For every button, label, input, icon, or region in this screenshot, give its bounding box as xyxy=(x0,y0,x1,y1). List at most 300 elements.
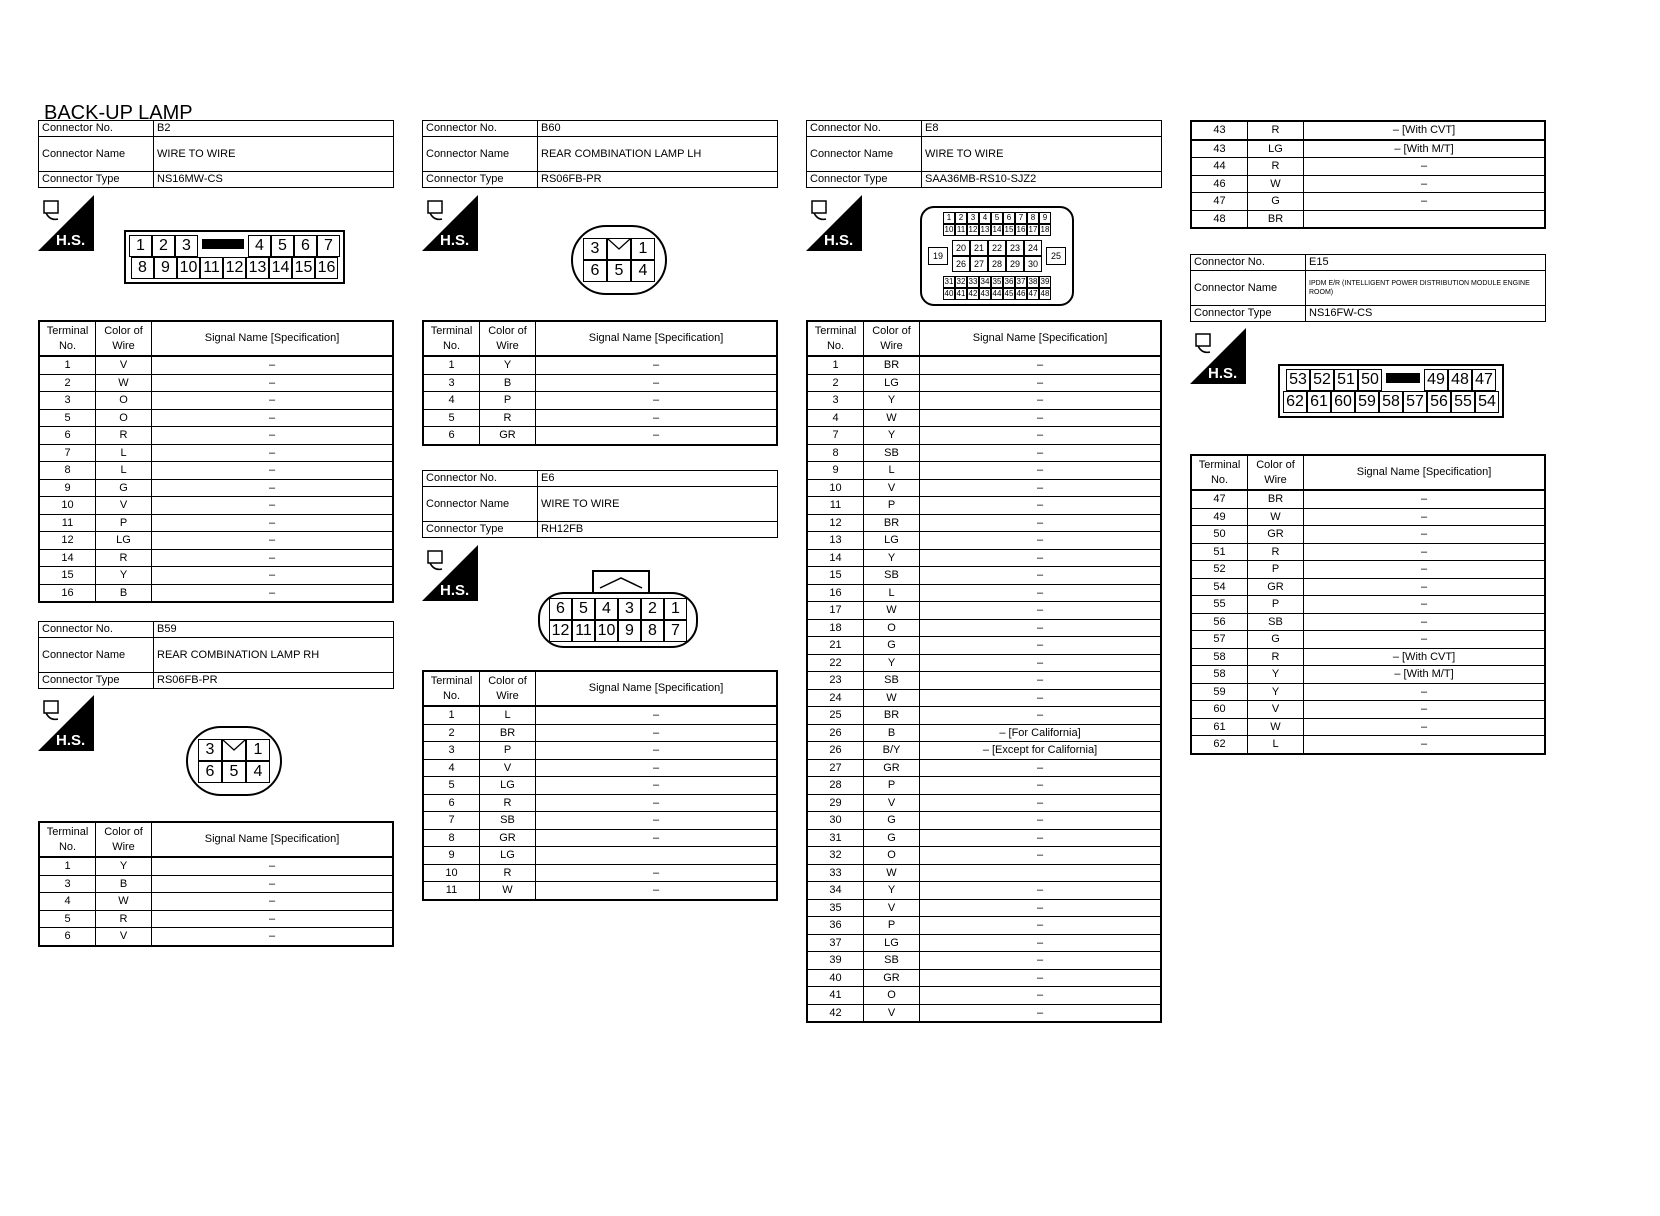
connector-pin: 62 xyxy=(1283,391,1307,413)
terminal-no-cell: 17 xyxy=(807,602,864,620)
signal-name-cell: – xyxy=(920,934,1162,952)
connector-pin: 27 xyxy=(970,256,988,272)
connector-pin: 11 xyxy=(200,257,223,279)
terminal-no-cell: 2 xyxy=(807,374,864,392)
wire-color-cell: L xyxy=(480,706,536,724)
signal-name-cell: – xyxy=(920,794,1162,812)
color-of-wire-header: Color of Wire xyxy=(96,321,152,356)
wire-color-cell: V xyxy=(864,479,920,497)
table-row xyxy=(1191,140,1545,158)
connector-type-label: Connector Type xyxy=(423,172,538,188)
connector-pin: 56 xyxy=(1427,391,1451,413)
signal-name-cell: – xyxy=(920,532,1162,550)
table-row xyxy=(39,479,393,497)
connector-latch xyxy=(607,238,631,260)
wire-color-cell: B xyxy=(864,724,920,742)
signal-name-cell: – xyxy=(152,893,394,911)
connector-e8-signal-table xyxy=(806,320,1162,1023)
terminal-no-cell: 51 xyxy=(1191,543,1248,561)
wire-color-cell: L xyxy=(96,462,152,480)
signal-name-cell: – xyxy=(920,567,1162,585)
color-of-wire-header: Color of Wire xyxy=(480,321,536,356)
connector-pin: 31 xyxy=(944,277,954,286)
wire-color-cell: V xyxy=(1248,701,1304,719)
wire-color-cell: L xyxy=(96,444,152,462)
wire-color-cell: BR xyxy=(1248,490,1304,508)
table-row xyxy=(807,514,1161,532)
connector-pin: 13 xyxy=(980,225,990,234)
signal-name-cell: – xyxy=(1304,561,1546,579)
terminal-no-cell: 52 xyxy=(1191,561,1248,579)
signal-name-cell: – xyxy=(920,899,1162,917)
signal-name-cell: – xyxy=(1304,596,1546,614)
wire-color-cell: V xyxy=(96,497,152,515)
wire-color-cell: W xyxy=(1248,175,1304,193)
table-row xyxy=(423,829,777,847)
connector-name-label: Connector Name xyxy=(423,487,538,522)
signal-name-cell: – xyxy=(920,409,1162,427)
wire-color-cell: R xyxy=(1248,648,1304,666)
harness-side-label: H.S. xyxy=(56,732,86,749)
wire-color-cell: Y xyxy=(96,857,152,875)
wire-color-cell: V xyxy=(864,1004,920,1022)
terminal-no-cell: 6 xyxy=(39,928,96,946)
signal-name-cell: – xyxy=(536,812,778,830)
signal-name-cell: – xyxy=(152,374,394,392)
connector-pin: 33 xyxy=(968,277,978,286)
table-row xyxy=(423,794,777,812)
wire-color-cell: O xyxy=(864,619,920,637)
connector-pin: 54 xyxy=(1475,391,1499,413)
table-row xyxy=(423,392,777,410)
connector-pin: 5 xyxy=(991,212,1003,224)
connector-pin: 12 xyxy=(223,257,246,279)
table-row xyxy=(1191,613,1545,631)
signal-name-cell: – xyxy=(536,724,778,742)
terminal-no-cell: 10 xyxy=(423,864,480,882)
terminal-no-cell: 48 xyxy=(1191,210,1248,228)
connector-b60-block xyxy=(422,120,778,188)
table-row xyxy=(1191,543,1545,561)
terminal-no-cell: 27 xyxy=(807,759,864,777)
connector-pin: 10 xyxy=(595,620,618,642)
terminal-no-cell: 13 xyxy=(807,532,864,550)
signal-name-cell: – xyxy=(920,672,1162,690)
color-of-wire-header: Color of Wire xyxy=(480,671,536,706)
terminal-no-cell: 6 xyxy=(423,427,480,445)
terminal-no-cell: 57 xyxy=(1191,631,1248,649)
wire-color-cell: G xyxy=(1248,631,1304,649)
connector-name-value: REAR COMBINATION LAMP LH xyxy=(538,137,778,172)
signal-name-cell: – [With M/T] xyxy=(1304,666,1546,684)
wire-color-cell: P xyxy=(480,392,536,410)
terminal-no-cell: 16 xyxy=(807,584,864,602)
signal-name-cell: – xyxy=(920,356,1162,374)
wire-color-cell: Y xyxy=(864,549,920,567)
signal-name-cell: – xyxy=(1304,631,1546,649)
signal-name-cell: – xyxy=(536,409,778,427)
wire-color-cell: BR xyxy=(864,356,920,374)
table-row xyxy=(423,742,777,760)
terminal-no-cell: 6 xyxy=(39,427,96,445)
connector-pin: 23 xyxy=(1006,240,1024,256)
connector-pin: 12 xyxy=(549,620,572,642)
connector-pin: 5 xyxy=(572,598,595,620)
terminal-no-cell: 30 xyxy=(807,812,864,830)
connector-pin: 8 xyxy=(1027,212,1039,224)
table-row xyxy=(807,987,1161,1005)
connector-name-label: Connector Name xyxy=(1191,271,1306,306)
signal-name-cell: – xyxy=(536,864,778,882)
table-row xyxy=(807,462,1161,480)
signal-name-cell: – xyxy=(1304,526,1546,544)
wire-color-cell: R xyxy=(96,427,152,445)
table-row xyxy=(807,567,1161,585)
table-row xyxy=(39,356,393,374)
table-row xyxy=(1191,666,1545,684)
wire-color-cell: Y xyxy=(864,654,920,672)
connector-e15-face xyxy=(1278,364,1504,418)
table-row xyxy=(807,584,1161,602)
connector-no-label: Connector No. xyxy=(39,622,154,638)
harness-side-icon xyxy=(38,695,94,751)
harness-side-label: H.S. xyxy=(824,232,854,249)
wire-color-cell: W xyxy=(480,882,536,900)
terminal-no-header: Terminal No. xyxy=(1191,455,1248,490)
connector-pin: 48 xyxy=(1448,369,1472,391)
connector-e8-continued-wrap xyxy=(1190,120,1546,229)
connector-b59-block xyxy=(38,621,394,689)
table-row xyxy=(807,1004,1161,1022)
terminal-no-cell: 1 xyxy=(807,356,864,374)
wire-color-cell: O xyxy=(96,409,152,427)
table-row xyxy=(807,356,1161,374)
table-row xyxy=(1191,718,1545,736)
terminal-no-cell: 59 xyxy=(1191,683,1248,701)
signal-name-header: Signal Name [Specification] xyxy=(536,321,778,356)
signal-name-cell: – xyxy=(152,567,394,585)
wire-color-cell: R xyxy=(480,794,536,812)
connector-pin: 2 xyxy=(152,235,175,257)
signal-name-header: Signal Name [Specification] xyxy=(152,822,394,857)
connector-pin: 21 xyxy=(970,240,988,256)
signal-name-cell: – xyxy=(920,462,1162,480)
wire-color-cell: W xyxy=(96,374,152,392)
signal-name-cell: – xyxy=(536,356,778,374)
signal-name-cell: – xyxy=(1304,736,1546,754)
terminal-no-cell: 14 xyxy=(807,549,864,567)
harness-side-icon xyxy=(1190,328,1246,384)
connector-b60-signal-table xyxy=(422,320,778,446)
table-row xyxy=(1191,683,1545,701)
connector-pin: 10 xyxy=(177,257,200,279)
signal-name-cell: – xyxy=(920,707,1162,725)
wire-color-cell: R xyxy=(480,409,536,427)
connector-pin: 41 xyxy=(956,289,966,298)
connector-b59-info xyxy=(38,621,394,689)
connector-pin: 1 xyxy=(664,598,687,620)
connector-pin: 1 xyxy=(631,238,655,260)
wire-color-cell: R xyxy=(96,549,152,567)
connector-b60-face xyxy=(571,225,667,295)
signal-name-cell: – xyxy=(536,392,778,410)
wire-color-cell: W xyxy=(1248,508,1304,526)
terminal-no-cell: 3 xyxy=(423,374,480,392)
harness-side-label: H.S. xyxy=(56,232,86,249)
wire-color-cell: O xyxy=(96,392,152,410)
connector-pin: 17 xyxy=(1028,225,1038,234)
signal-name-cell: – xyxy=(1304,193,1546,211)
connector-pin: 3 xyxy=(175,235,198,257)
connector-e6-signal-table xyxy=(422,670,778,901)
connector-pin: 49 xyxy=(1424,369,1448,391)
wire-color-cell: SB xyxy=(864,672,920,690)
page-title: BACK-UP LAMP xyxy=(44,102,193,124)
connector-pin: 38 xyxy=(1028,277,1038,286)
connector-type-label: Connector Type xyxy=(39,172,154,188)
connector-e15-info xyxy=(1190,254,1546,322)
connector-type-value: NS16MW-CS xyxy=(154,172,394,188)
terminal-no-cell: 42 xyxy=(807,1004,864,1022)
connector-pin: 14 xyxy=(992,225,1002,234)
connector-name-label: Connector Name xyxy=(423,137,538,172)
terminal-no-cell: 41 xyxy=(807,987,864,1005)
table-row xyxy=(807,479,1161,497)
signal-name-cell: – xyxy=(536,777,778,795)
wire-color-cell: SB xyxy=(864,444,920,462)
table-row xyxy=(1191,526,1545,544)
table-row xyxy=(807,882,1161,900)
terminal-no-cell: 1 xyxy=(423,706,480,724)
connector-type-label: Connector Type xyxy=(423,522,538,538)
wire-color-cell: R xyxy=(1248,121,1304,140)
connector-pin: 42 xyxy=(968,289,978,298)
table-row xyxy=(423,847,777,865)
table-row xyxy=(807,777,1161,795)
signal-name-cell: – xyxy=(152,497,394,515)
terminal-no-cell: 26 xyxy=(807,742,864,760)
harness-side-label: H.S. xyxy=(1208,365,1238,382)
connector-pin: 2 xyxy=(641,598,664,620)
wire-color-cell: GR xyxy=(480,427,536,445)
connector-type-value: NS16FW-CS xyxy=(1306,306,1546,322)
connector-name-value: WIRE TO WIRE xyxy=(538,487,778,522)
connector-pin: 9 xyxy=(154,257,177,279)
signal-name-cell: – xyxy=(536,794,778,812)
wire-color-cell: W xyxy=(864,602,920,620)
signal-name-cell: – xyxy=(536,829,778,847)
terminal-no-cell: 5 xyxy=(423,409,480,427)
wire-color-cell: B xyxy=(480,374,536,392)
table-row xyxy=(39,910,393,928)
table-row xyxy=(39,567,393,585)
table-row xyxy=(423,427,777,445)
wire-color-cell: GR xyxy=(864,759,920,777)
terminal-no-cell: 8 xyxy=(39,462,96,480)
table-row xyxy=(39,549,393,567)
color-of-wire-header: Color of Wire xyxy=(96,822,152,857)
wire-color-cell: LG xyxy=(864,934,920,952)
wire-color-cell: Y xyxy=(1248,683,1304,701)
harness-side-label: H.S. xyxy=(440,582,470,599)
signal-name-cell: – [With CVT] xyxy=(1304,121,1546,140)
signal-name-cell: – xyxy=(1304,701,1546,719)
connector-type-value: RH12FB xyxy=(538,522,778,538)
connector-pin: 7 xyxy=(317,235,340,257)
connector-pin: 53 xyxy=(1286,369,1310,391)
connector-pin: 34 xyxy=(980,277,990,286)
table-row xyxy=(807,602,1161,620)
signal-name-header: Signal Name [Specification] xyxy=(920,321,1162,356)
signal-name-cell: – xyxy=(152,444,394,462)
terminal-no-cell: 58 xyxy=(1191,666,1248,684)
terminal-no-cell: 23 xyxy=(807,672,864,690)
signal-name-cell: – xyxy=(152,462,394,480)
connector-e15-table-wrap xyxy=(1190,454,1546,755)
wire-color-cell: G xyxy=(864,829,920,847)
table-row xyxy=(39,928,393,946)
connector-pin: 55 xyxy=(1451,391,1475,413)
wire-color-cell: W xyxy=(864,689,920,707)
table-row xyxy=(39,857,393,875)
terminal-no-cell: 12 xyxy=(807,514,864,532)
connector-b60-table-wrap xyxy=(422,320,778,446)
signal-name-cell: – xyxy=(152,392,394,410)
connector-pin: 1 xyxy=(943,212,955,224)
terminal-no-cell: 18 xyxy=(807,619,864,637)
connector-pin: 16 xyxy=(1016,225,1026,234)
signal-name-cell: – xyxy=(920,602,1162,620)
terminal-no-cell: 5 xyxy=(423,777,480,795)
connector-pin: 60 xyxy=(1331,391,1355,413)
connector-name-label: Connector Name xyxy=(39,137,154,172)
signal-name-cell: – xyxy=(1304,508,1546,526)
table-row xyxy=(39,374,393,392)
terminal-no-cell: 2 xyxy=(423,724,480,742)
table-row xyxy=(1191,701,1545,719)
connector-b59-signal-table xyxy=(38,821,394,947)
connector-pin: 6 xyxy=(294,235,317,257)
table-row xyxy=(807,444,1161,462)
table-row xyxy=(1191,736,1545,754)
connector-no-value: B2 xyxy=(154,121,394,137)
wire-color-cell: G xyxy=(864,812,920,830)
connector-type-value: RS06FB-PR xyxy=(538,172,778,188)
terminal-no-cell: 36 xyxy=(807,917,864,935)
connector-e15-block xyxy=(1190,254,1546,322)
signal-name-cell: – xyxy=(920,392,1162,410)
table-row xyxy=(423,409,777,427)
terminal-no-cell: 49 xyxy=(1191,508,1248,526)
wire-color-cell: LG xyxy=(480,847,536,865)
wire-color-cell: V xyxy=(96,356,152,374)
terminal-no-cell: 56 xyxy=(1191,613,1248,631)
connector-pin: 6 xyxy=(198,761,222,783)
connector-pin: 4 xyxy=(979,212,991,224)
connector-pin: 7 xyxy=(664,620,687,642)
table-row xyxy=(807,427,1161,445)
terminal-no-cell: 10 xyxy=(39,497,96,515)
wire-color-cell: GR xyxy=(480,829,536,847)
connector-pin: 26 xyxy=(952,256,970,272)
signal-name-cell: – xyxy=(920,969,1162,987)
terminal-no-header: Terminal No. xyxy=(807,321,864,356)
wire-color-cell: LG xyxy=(1248,140,1304,158)
connector-pin: 3 xyxy=(198,739,222,761)
signal-name-cell: – xyxy=(920,584,1162,602)
harness-side-icon xyxy=(38,195,94,251)
table-row xyxy=(807,497,1161,515)
table-row xyxy=(1191,648,1545,666)
terminal-no-cell: 29 xyxy=(807,794,864,812)
terminal-no-cell: 1 xyxy=(423,356,480,374)
terminal-no-cell: 43 xyxy=(1191,121,1248,140)
wire-color-cell: SB xyxy=(480,812,536,830)
wire-color-cell: W xyxy=(1248,718,1304,736)
connector-b2-face xyxy=(124,230,345,284)
terminal-no-cell: 44 xyxy=(1191,158,1248,176)
wire-color-cell: LG xyxy=(864,532,920,550)
wire-color-cell: BR xyxy=(864,707,920,725)
wire-color-cell: Y xyxy=(96,567,152,585)
connector-type-label: Connector Type xyxy=(807,172,922,188)
connector-pin: 47 xyxy=(1472,369,1496,391)
connector-pin: 36 xyxy=(1004,277,1014,286)
table-row xyxy=(807,549,1161,567)
connector-latch xyxy=(222,739,246,761)
signal-name-cell: – xyxy=(536,706,778,724)
table-row xyxy=(807,672,1161,690)
terminal-no-cell: 47 xyxy=(1191,193,1248,211)
connector-type-value: RS06FB-PR xyxy=(154,673,394,689)
terminal-no-cell: 32 xyxy=(807,847,864,865)
wire-color-cell: SB xyxy=(864,952,920,970)
terminal-no-cell: 50 xyxy=(1191,526,1248,544)
signal-name-cell: – xyxy=(152,549,394,567)
terminal-no-cell: 43 xyxy=(1191,140,1248,158)
signal-name-cell: – xyxy=(920,829,1162,847)
terminal-no-cell: 55 xyxy=(1191,596,1248,614)
table-row xyxy=(807,689,1161,707)
wire-color-cell: R xyxy=(1248,543,1304,561)
connector-pin: 16 xyxy=(315,257,338,279)
table-row xyxy=(39,497,393,515)
wire-color-cell: Y xyxy=(864,392,920,410)
terminal-no-cell: 22 xyxy=(807,654,864,672)
table-row xyxy=(1191,121,1545,140)
terminal-no-cell: 1 xyxy=(39,356,96,374)
table-row xyxy=(39,444,393,462)
connector-pin: 28 xyxy=(988,256,1006,272)
connector-e15-signal-table xyxy=(1190,454,1546,755)
signal-name-cell: – xyxy=(152,584,394,602)
table-row xyxy=(39,392,393,410)
wire-color-cell: R xyxy=(96,910,152,928)
wire-color-cell: Y xyxy=(480,356,536,374)
connector-pin: 7 xyxy=(1015,212,1027,224)
table-row xyxy=(807,619,1161,637)
terminal-no-cell: 5 xyxy=(39,910,96,928)
connector-b59-face xyxy=(186,726,282,796)
table-row xyxy=(423,882,777,900)
signal-name-cell: – [With M/T] xyxy=(1304,140,1546,158)
connector-pin: 2 xyxy=(955,212,967,224)
signal-name-cell: – xyxy=(920,917,1162,935)
wire-color-cell: B xyxy=(96,584,152,602)
signal-name-cell: – xyxy=(1304,490,1546,508)
color-of-wire-header: Color of Wire xyxy=(1248,455,1304,490)
table-row xyxy=(807,374,1161,392)
